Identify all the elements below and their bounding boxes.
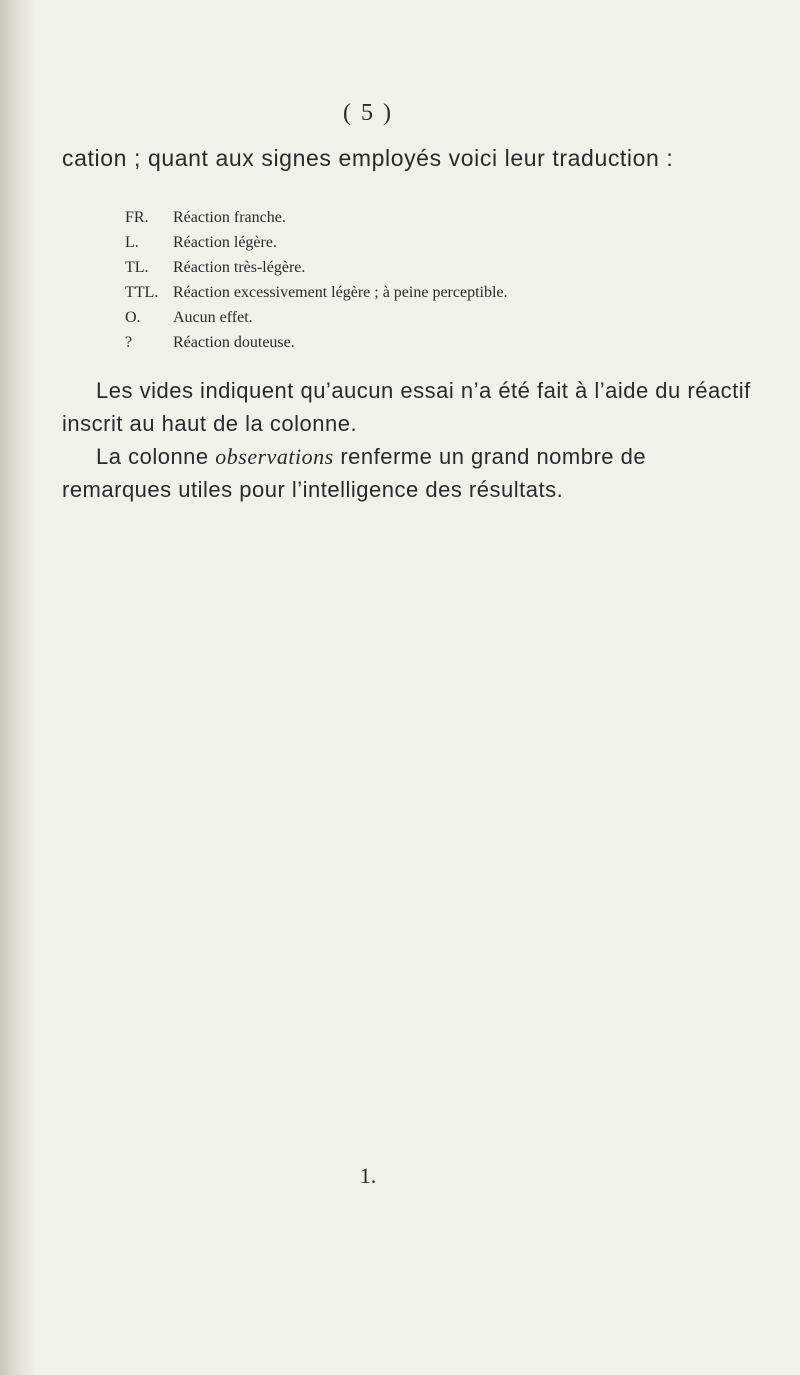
legend-item bbox=[125, 255, 745, 280]
legend-text: Réaction excessivement légère ; à peine perceptible. bbox=[173, 284, 508, 301]
legend-text: Réaction très-légère. bbox=[173, 259, 306, 276]
legend-text: Réaction légère. bbox=[173, 234, 277, 251]
paragraph-text bbox=[62, 440, 762, 506]
legend-text: Réaction douteuse. bbox=[173, 334, 295, 351]
signature-mark: 1. bbox=[359, 1163, 377, 1188]
legend-item bbox=[125, 230, 745, 255]
legend-code: FR. bbox=[125, 209, 149, 226]
legend-list bbox=[125, 205, 745, 355]
legend-code: TL. bbox=[125, 259, 149, 276]
legend-item bbox=[125, 205, 745, 230]
paragraph-text: Les vides indiquent qu’aucun essai n’a été fait à l’aide du réactif inscrit au haut de la colonne. bbox=[62, 378, 751, 436]
legend-item bbox=[125, 305, 745, 330]
legend-text: Aucun effet. bbox=[173, 309, 253, 326]
legend-item bbox=[125, 280, 745, 305]
legend-code: TTL. bbox=[125, 284, 159, 301]
intro-line: cation ; quant aux signes employés voici leur traduction : bbox=[62, 145, 674, 171]
legend-text: Réaction franche. bbox=[173, 209, 286, 226]
paragraph-empty-cells bbox=[62, 374, 762, 440]
paragraph-text-after: renferme un grand nombre de remarques utiles pour l’intelligence des résultats. bbox=[62, 444, 647, 502]
legend-code: O. bbox=[125, 309, 141, 326]
page-number: ( 5 ) bbox=[343, 100, 393, 126]
paragraph-observations bbox=[62, 440, 762, 506]
legend-item bbox=[125, 330, 745, 355]
paragraph-text-before: La colonne bbox=[96, 444, 216, 469]
legend-code: ? bbox=[125, 334, 133, 351]
paragraph-emphasis: observations bbox=[215, 444, 334, 469]
legend-code: L. bbox=[125, 234, 139, 251]
